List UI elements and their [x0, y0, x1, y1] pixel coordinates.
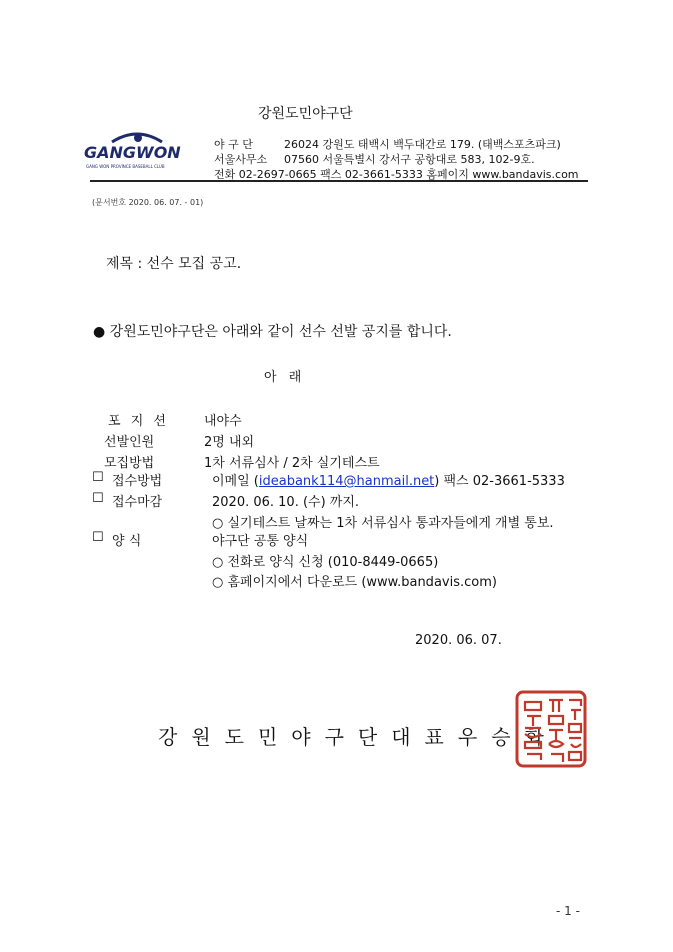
checkbox-icon: ☐	[92, 530, 104, 545]
deadline-row	[0, 491, 673, 511]
count-label: 선발인원	[104, 435, 155, 450]
svg-text:GANGWON: GANGWON	[84, 143, 181, 162]
address-label: 야 구 단	[214, 138, 253, 151]
deadline-note: ○ 실기테스트 날짜는 1차 서류심사 통과자들에게 개별 통보.	[212, 516, 554, 531]
form-value: 야구단 공통 양식	[212, 534, 309, 549]
organization-title: 강원도민야구단	[258, 106, 353, 122]
svg-text:GANG WON PROVINCE BASEBALL CLU: GANG WON PROVINCE BASEBALL CLUB	[86, 164, 165, 169]
method-row	[0, 452, 673, 472]
deadline-value: 2020. 06. 10. (수) 까지.	[212, 495, 360, 510]
header-divider	[90, 180, 588, 182]
address-text: 26024 강원도 태백시 백두대간로 179. (태백스포츠파크)	[284, 138, 561, 151]
signature-line: 강원도민야구단대표우승화	[158, 725, 558, 749]
address-line-team	[214, 136, 561, 152]
intro-text: 강원도민야구단은 아래와 같이 선수 선발 공지를 합니다.	[109, 324, 452, 340]
form-option-phone: ○ 전화로 양식 신청 (010-8449-0665)	[212, 555, 439, 570]
issue-date: 2020. 06. 07.	[415, 633, 502, 648]
checkbox-icon: ☐	[92, 491, 104, 506]
apply-suffix: ) 팩스 02-3661-5333	[434, 474, 565, 489]
apply-row	[0, 470, 673, 490]
intro-line	[93, 321, 452, 341]
address-line-seoul	[214, 151, 535, 167]
deadline-label: 접수마감	[112, 495, 163, 510]
page-number: - 1 -	[556, 904, 580, 918]
method-value: 1차 서류심사 / 2차 실기테스트	[204, 456, 380, 471]
count-value: 2명 내외	[204, 435, 255, 450]
form-label: 양 식	[112, 534, 142, 549]
bullet-icon: ●	[93, 324, 106, 340]
method-label: 모집방법	[104, 456, 155, 471]
form-row	[0, 530, 673, 550]
subject-line: 제목 : 선수 모집 공고.	[106, 256, 242, 272]
apply-value	[212, 470, 565, 489]
below-heading: 아 래	[264, 370, 306, 385]
position-value: 내야수	[204, 414, 242, 429]
official-seal-stamp	[513, 688, 589, 770]
gangwon-logo	[82, 128, 192, 174]
position-label: 포 지 션	[108, 414, 169, 429]
position-row	[0, 410, 673, 430]
checkbox-icon: ☐	[92, 470, 104, 485]
count-row	[0, 431, 673, 451]
address-label: 서울사무소	[214, 153, 268, 166]
apply-label: 접수방법	[112, 474, 163, 489]
apply-prefix: 이메일 (	[212, 474, 259, 489]
address-text: 07560 서울특별시 강서구 공항대로 583, 102-9호.	[284, 153, 535, 166]
contact-text: 전화 02-2697-0665 팩스 02-3661-5333 홈페이지 www.bandavis.com	[214, 168, 579, 181]
document-number: (문서번호 2020. 06. 07. - 01)	[92, 198, 204, 207]
form-option-download: ○ 홈페이지에서 다운로드 (www.bandavis.com)	[212, 575, 497, 590]
email-link[interactable]: ideabank114@hanmail.net	[258, 474, 435, 489]
